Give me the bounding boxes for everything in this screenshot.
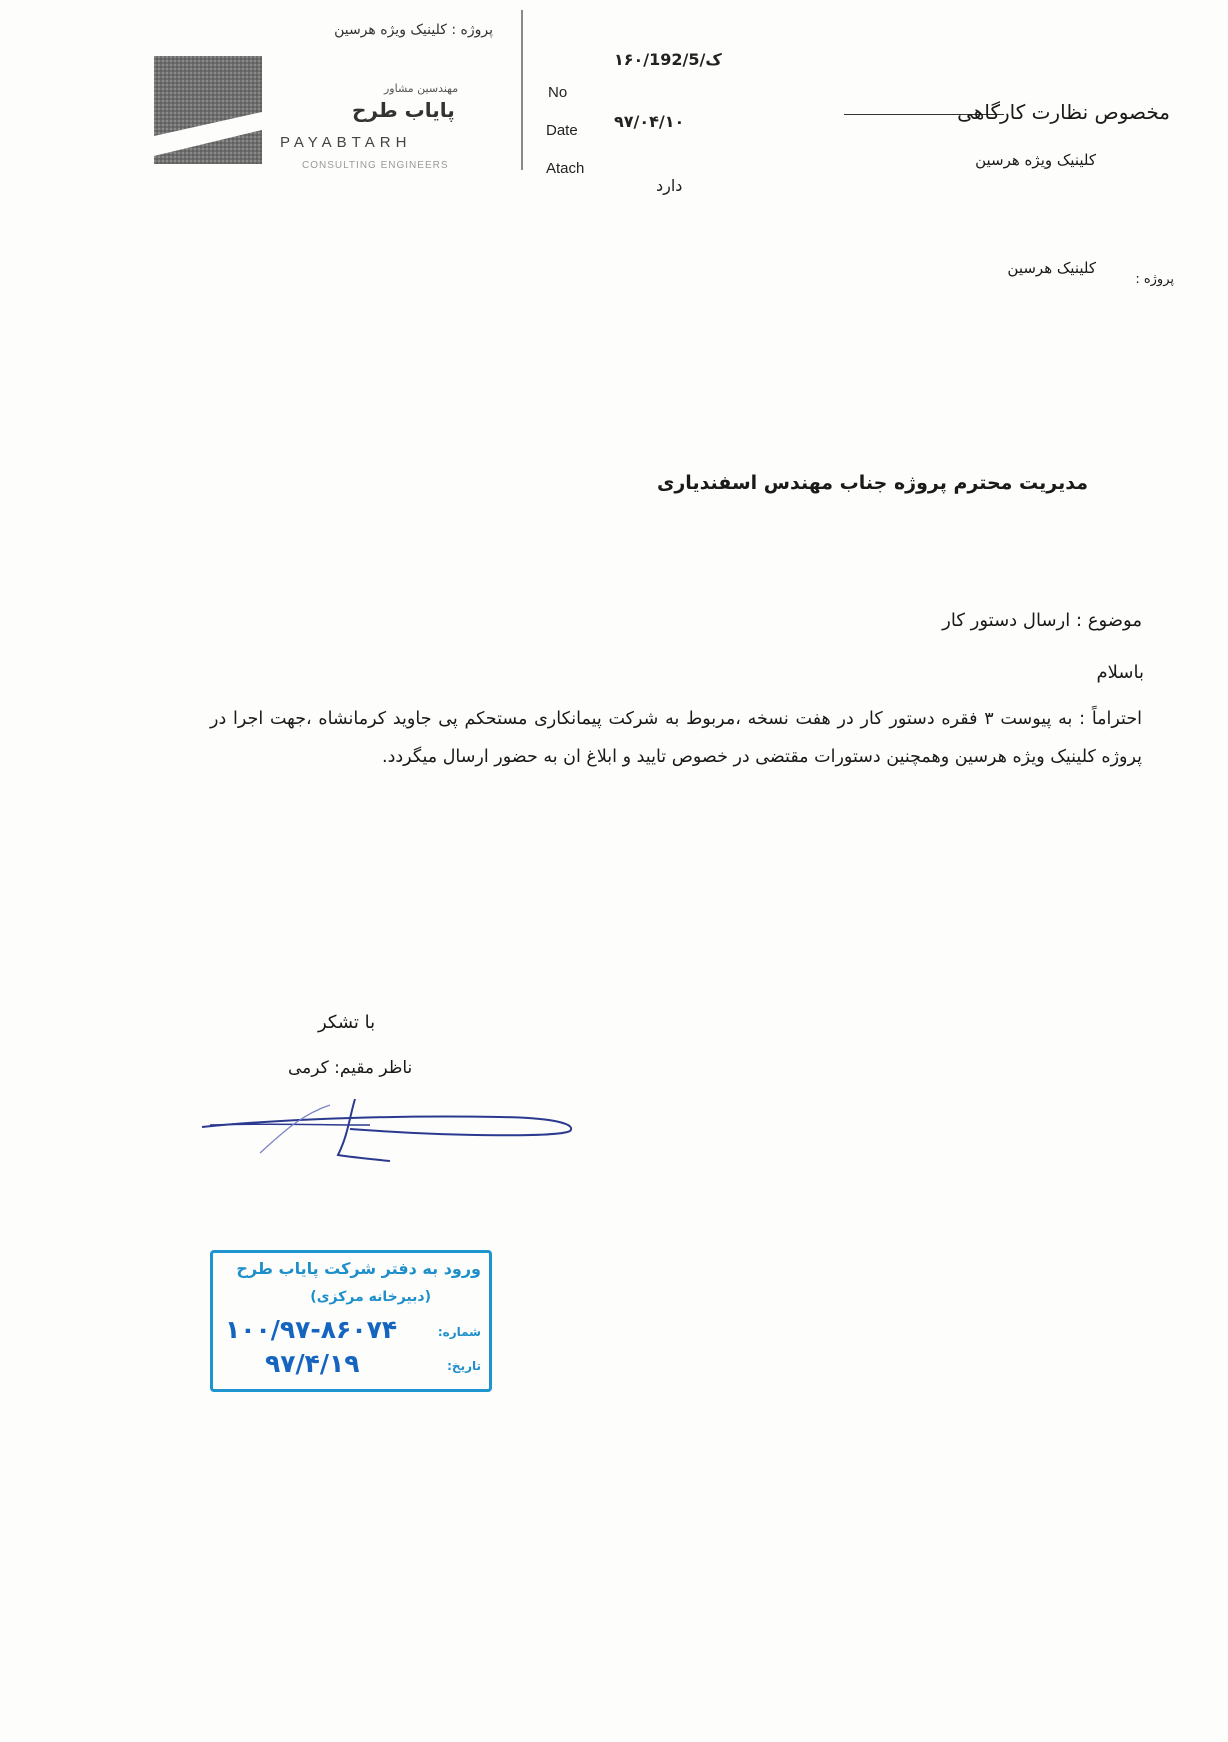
project-value: کلینیک هرسین bbox=[1007, 259, 1096, 277]
logo-name-en: PAYABTARH bbox=[280, 134, 412, 151]
closing: با تشکر bbox=[318, 1012, 376, 1033]
supervision-title: مخصوص نظارت کارگاهی bbox=[957, 100, 1170, 124]
handwritten-signature bbox=[200, 1095, 580, 1167]
date-label: Date bbox=[546, 122, 578, 139]
project-label: پروژه : bbox=[1135, 272, 1174, 287]
attach-label: Atach bbox=[546, 160, 585, 177]
letter-number: ۱۶۰/ک/192/5 bbox=[614, 50, 722, 69]
attachment-value: دارد bbox=[656, 176, 683, 195]
stamp-subtitle: (دبیرخانه مرکزی) bbox=[310, 1289, 431, 1305]
stamp-date-value: ۹۷/۴/۱۹ bbox=[265, 1349, 360, 1378]
subject-line: موضوع : ارسال دستور کار bbox=[942, 610, 1142, 631]
stamp-number-label: شماره: bbox=[437, 1325, 481, 1339]
salutation: باسلام bbox=[1096, 662, 1144, 683]
stamp-title: ورود به دفتر شرکت پایاب طرح bbox=[236, 1259, 481, 1278]
recipient-line: مدیریت محترم پروژه جناب مهندس اسفندیاری bbox=[656, 472, 1088, 494]
header-divider bbox=[521, 10, 523, 170]
logo-name-fa: پایاب طرح bbox=[352, 98, 455, 122]
stamp-number-value: ۱۰۰/۹۷-۸۶۰۷۴ bbox=[225, 1315, 398, 1344]
stamp-date-label: تاریخ: bbox=[447, 1359, 481, 1373]
letter-body: احتراماً : به پیوست ۳ فقره دستور کار در هفت نسخه ،مربوط به شرکت پیمانکاری مستحکم پی جاوید کرمانشاه ،جهت اجرا در پروژه کلینیک ویژه هرسین وهمچنین دستورات مقتضی در خصوص تایید و ابلاغ ان به حضور ارسال میگردد. bbox=[210, 709, 1143, 767]
logo-subtitle-fa: مهندسین مشاور bbox=[384, 82, 459, 95]
header-project-line: پروژه : کلینیک ویژه هرسین bbox=[334, 22, 493, 38]
clinic-name: کلینیک ویژه هرسین bbox=[975, 151, 1096, 169]
logo-mark-icon bbox=[154, 56, 262, 164]
logo-subtitle-en: CONSULTING ENGINEERS bbox=[302, 160, 449, 171]
letter-date: ۹۷/۰۴/۱۰ bbox=[614, 112, 685, 131]
number-label: No bbox=[548, 84, 568, 101]
signer-name: ناظر مقیم: کرمی bbox=[288, 1058, 413, 1078]
company-logo bbox=[154, 56, 486, 174]
registry-stamp bbox=[210, 1250, 492, 1392]
